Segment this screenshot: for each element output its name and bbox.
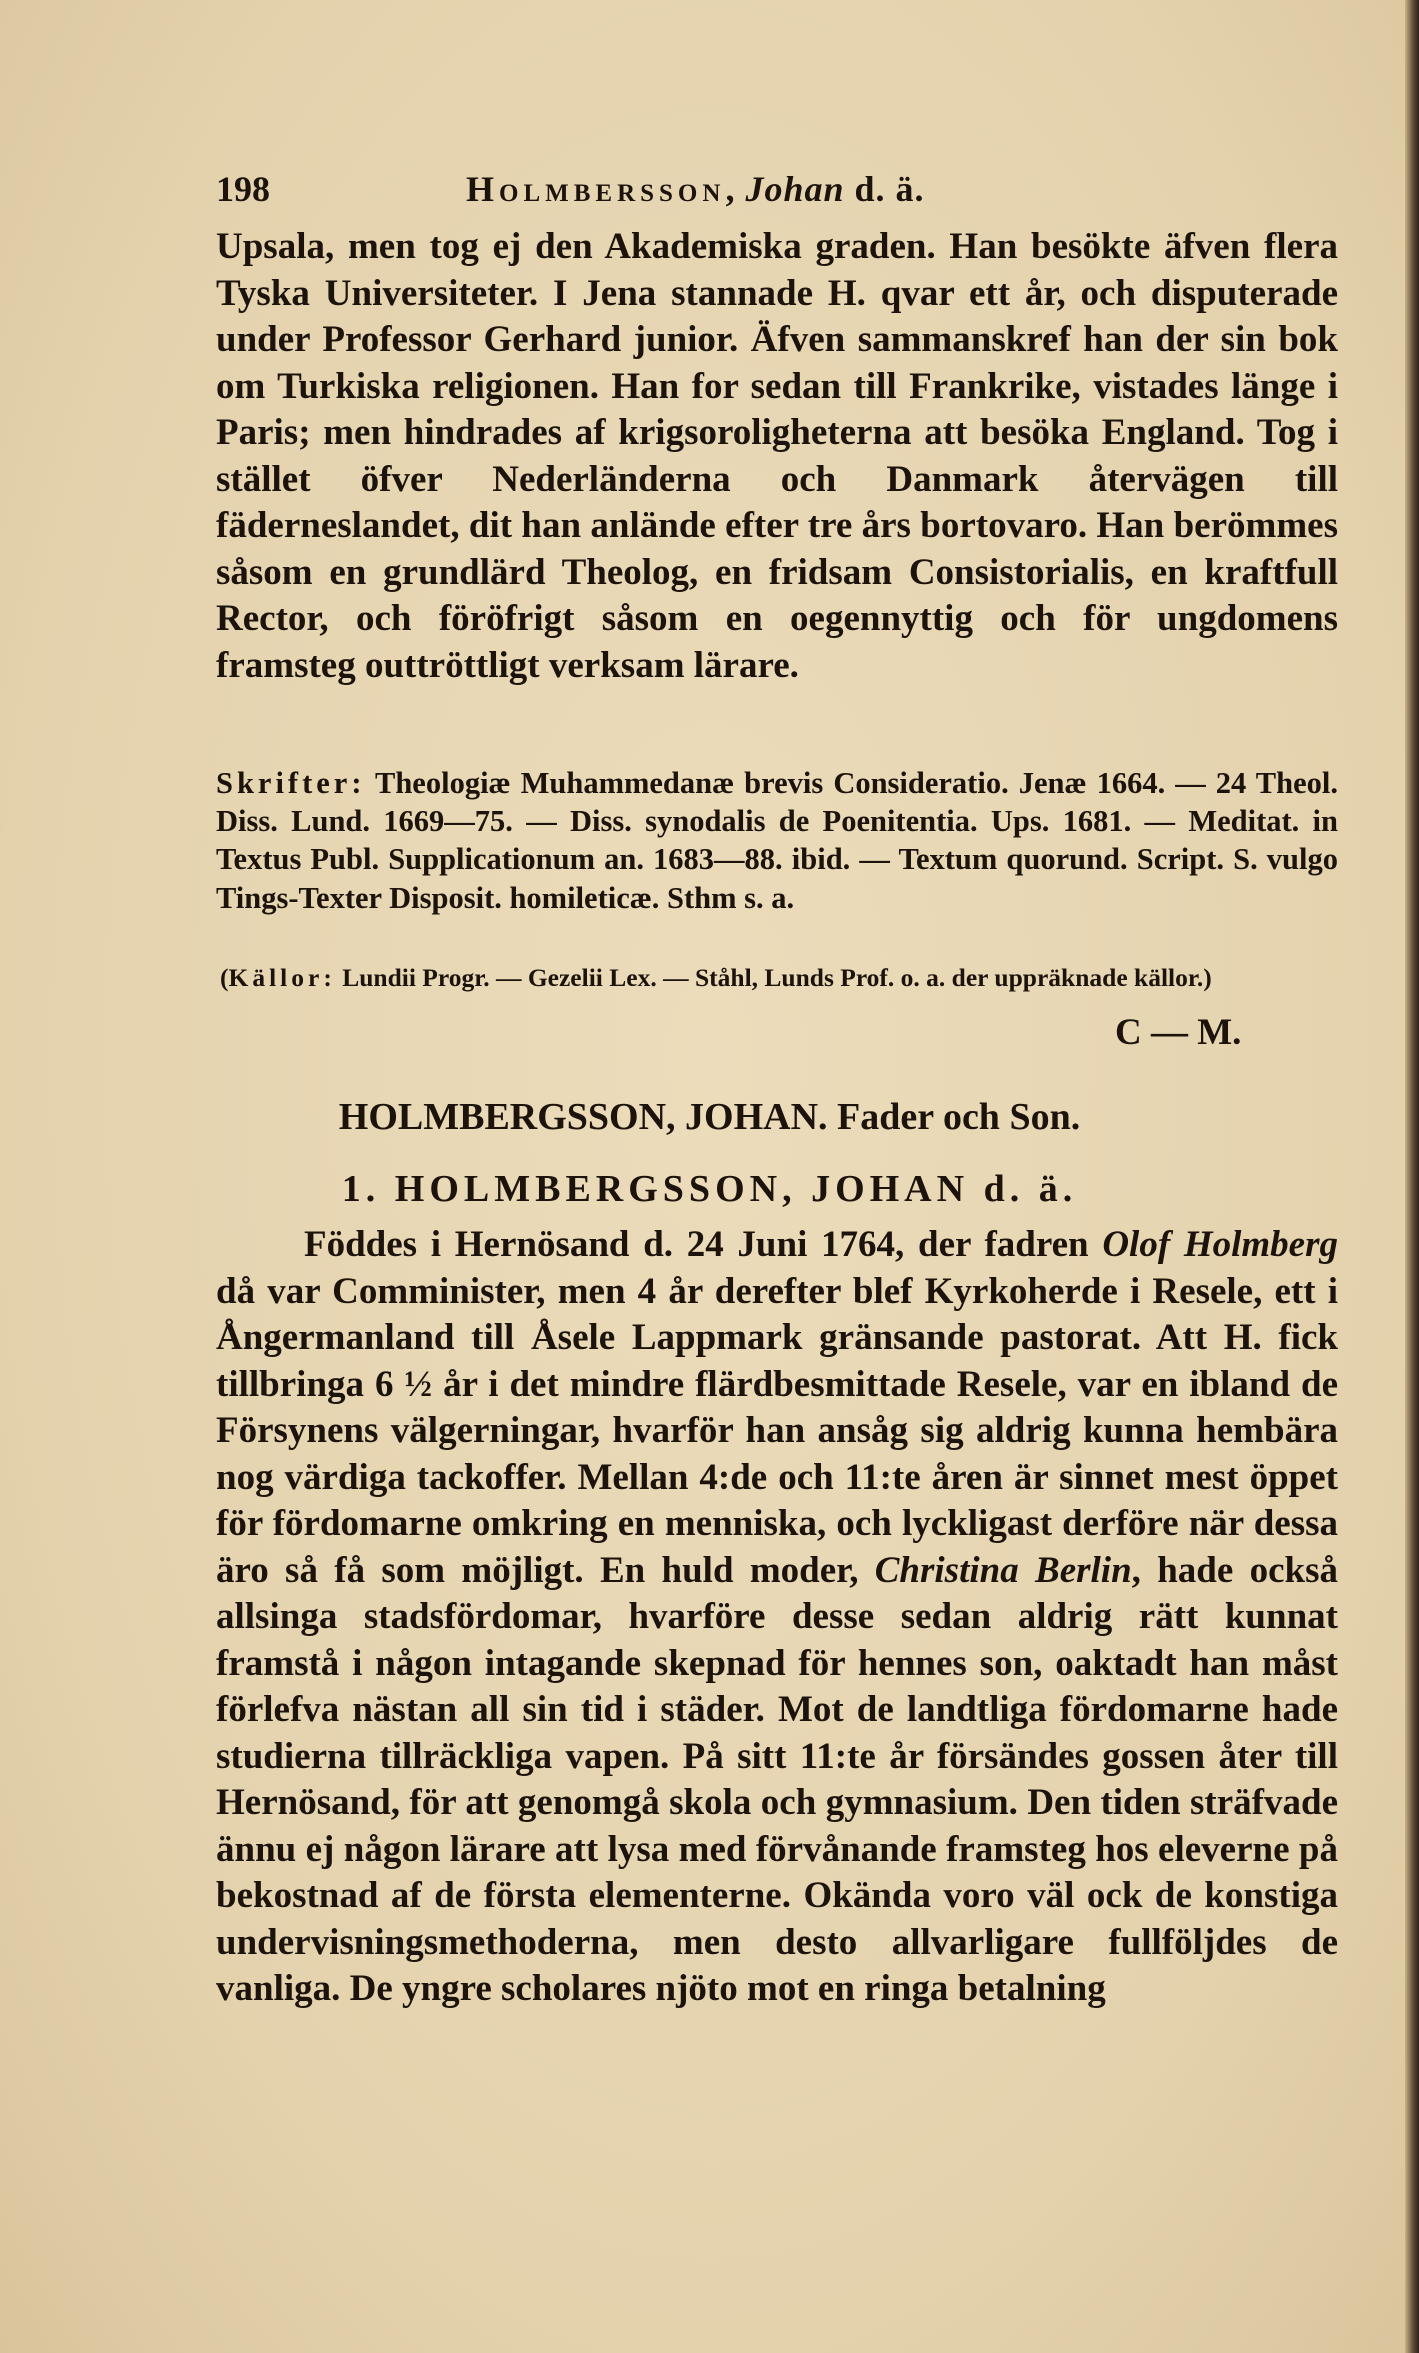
writings-label: Skrifter: (216, 766, 366, 800)
entry-title: 1. HOLMBERGSSON, JOHAN d. ä. (341, 1168, 1078, 1210)
header-title: Holmbersson, Johan d. ä. (466, 169, 925, 209)
author-signature: C — M. (1115, 1012, 1242, 1053)
mother-name: Christina Berlin (874, 1549, 1132, 1591)
sources-label: Källor: (228, 963, 336, 992)
writings-paragraph (216, 764, 1338, 917)
sources-paragraph: (Källor: Lundii Progr. — Gezelii Lex. — Ståhl, Lunds Prof. o. a. der uppräknade källor.) (220, 963, 1212, 992)
entry-paragraph: Föddes i Hernösand d. 24 Juni 1764, der fadren Olof Holmberg då var Comminister, men 4 år derefter blef Kyrkoherde i Resele, ett i Ångermanland till Åsele Lappmark gränsande pastorat. Att H. fick tillbringa 6 ½ år i det mindre flärdbesmittade Resele, var en ibland de Försynens välgerningar, hvarför han ansåg sig aldrig kunna hembära nog värdiga tackoffer. Mellan 4:de och 11:te åren är sinnet mest öppet för fördomarne omkring en menniska, och lyckligast derföre när dessa äro så få som möjligt. En huld moder, Christina Berlin, hade också allsinga stadsfördomar, hvarföre desse sedan aldrig rätt kunnat framstå i någon intagande skepnad för hennes son, oaktadt han måst förlefva nästan all sin tid i städer. Mot de landtliga fördomarne hade studierna tillräckliga vapen. På sitt 11:te år försändes gossen åter till Hernösand, för att genomgå skola och gymnasium. Den tiden sträfvade ännu ej någon lärare att lysa med förvånande framsteg hos eleverne på bekostnad af de första elementerne. Okända voro väl ock de konstiga undervisningsmethoderna, men desto allvarligare fullföljdes de vanliga. De yngre scholares njöto mot en ringa betalning (216, 1224, 1339, 2009)
page-number: 198 (216, 169, 270, 209)
continuation-paragraph: Upsala, men tog ej den Akademiska graden. Han besökte äfven flera Tyska Universiteter. I Jena stannade H. qvar ett år, och disputerade under Professor Gerhard junior. Äfven sammanskref han der sin bok om Turkiska religionen. Han for sedan till Frankrike, vistades länge i Paris; men hindrades af krigsoroligheterna att besöka England. Tog i stället öfver Nederländerna och Danmark återvägen till fäderneslandet, dit han anlände efter tre års bortovaro. Han berömmes såsom en grundlärd Theolog, en fridsam Consistorialis, en kraftfull Rector, och föröfrigt såsom en oegennyttig och för ungdomens framsteg outtröttligt verksam lärare. (216, 226, 1338, 686)
father-name: Olof Holmberg (1102, 1224, 1338, 1265)
section-title: HOLMBERGSSON, JOHAN. Fader och Son. (338, 1096, 1081, 1138)
writings-text: Theologiæ Muhammedanæ brevis Consideratio. Jenæ 1664. — 24 Theol. Diss. Lund. 1669—75. — Diss. synodalis de Poenitentia. Ups. 1681. — Meditat. in Textus Publ. Supplicationum an. 1683—88. ibid. — Textum quorund. Script. S. vulgo Tings-Texter Disposit. homileticæ. Sthm s. a. (216, 766, 1338, 915)
sources-text: Lundii Progr. — Gezelii Lex. — Ståhl, Lunds Prof. o. a. der uppräknade källor. (342, 963, 1204, 992)
running-header (216, 168, 1338, 224)
